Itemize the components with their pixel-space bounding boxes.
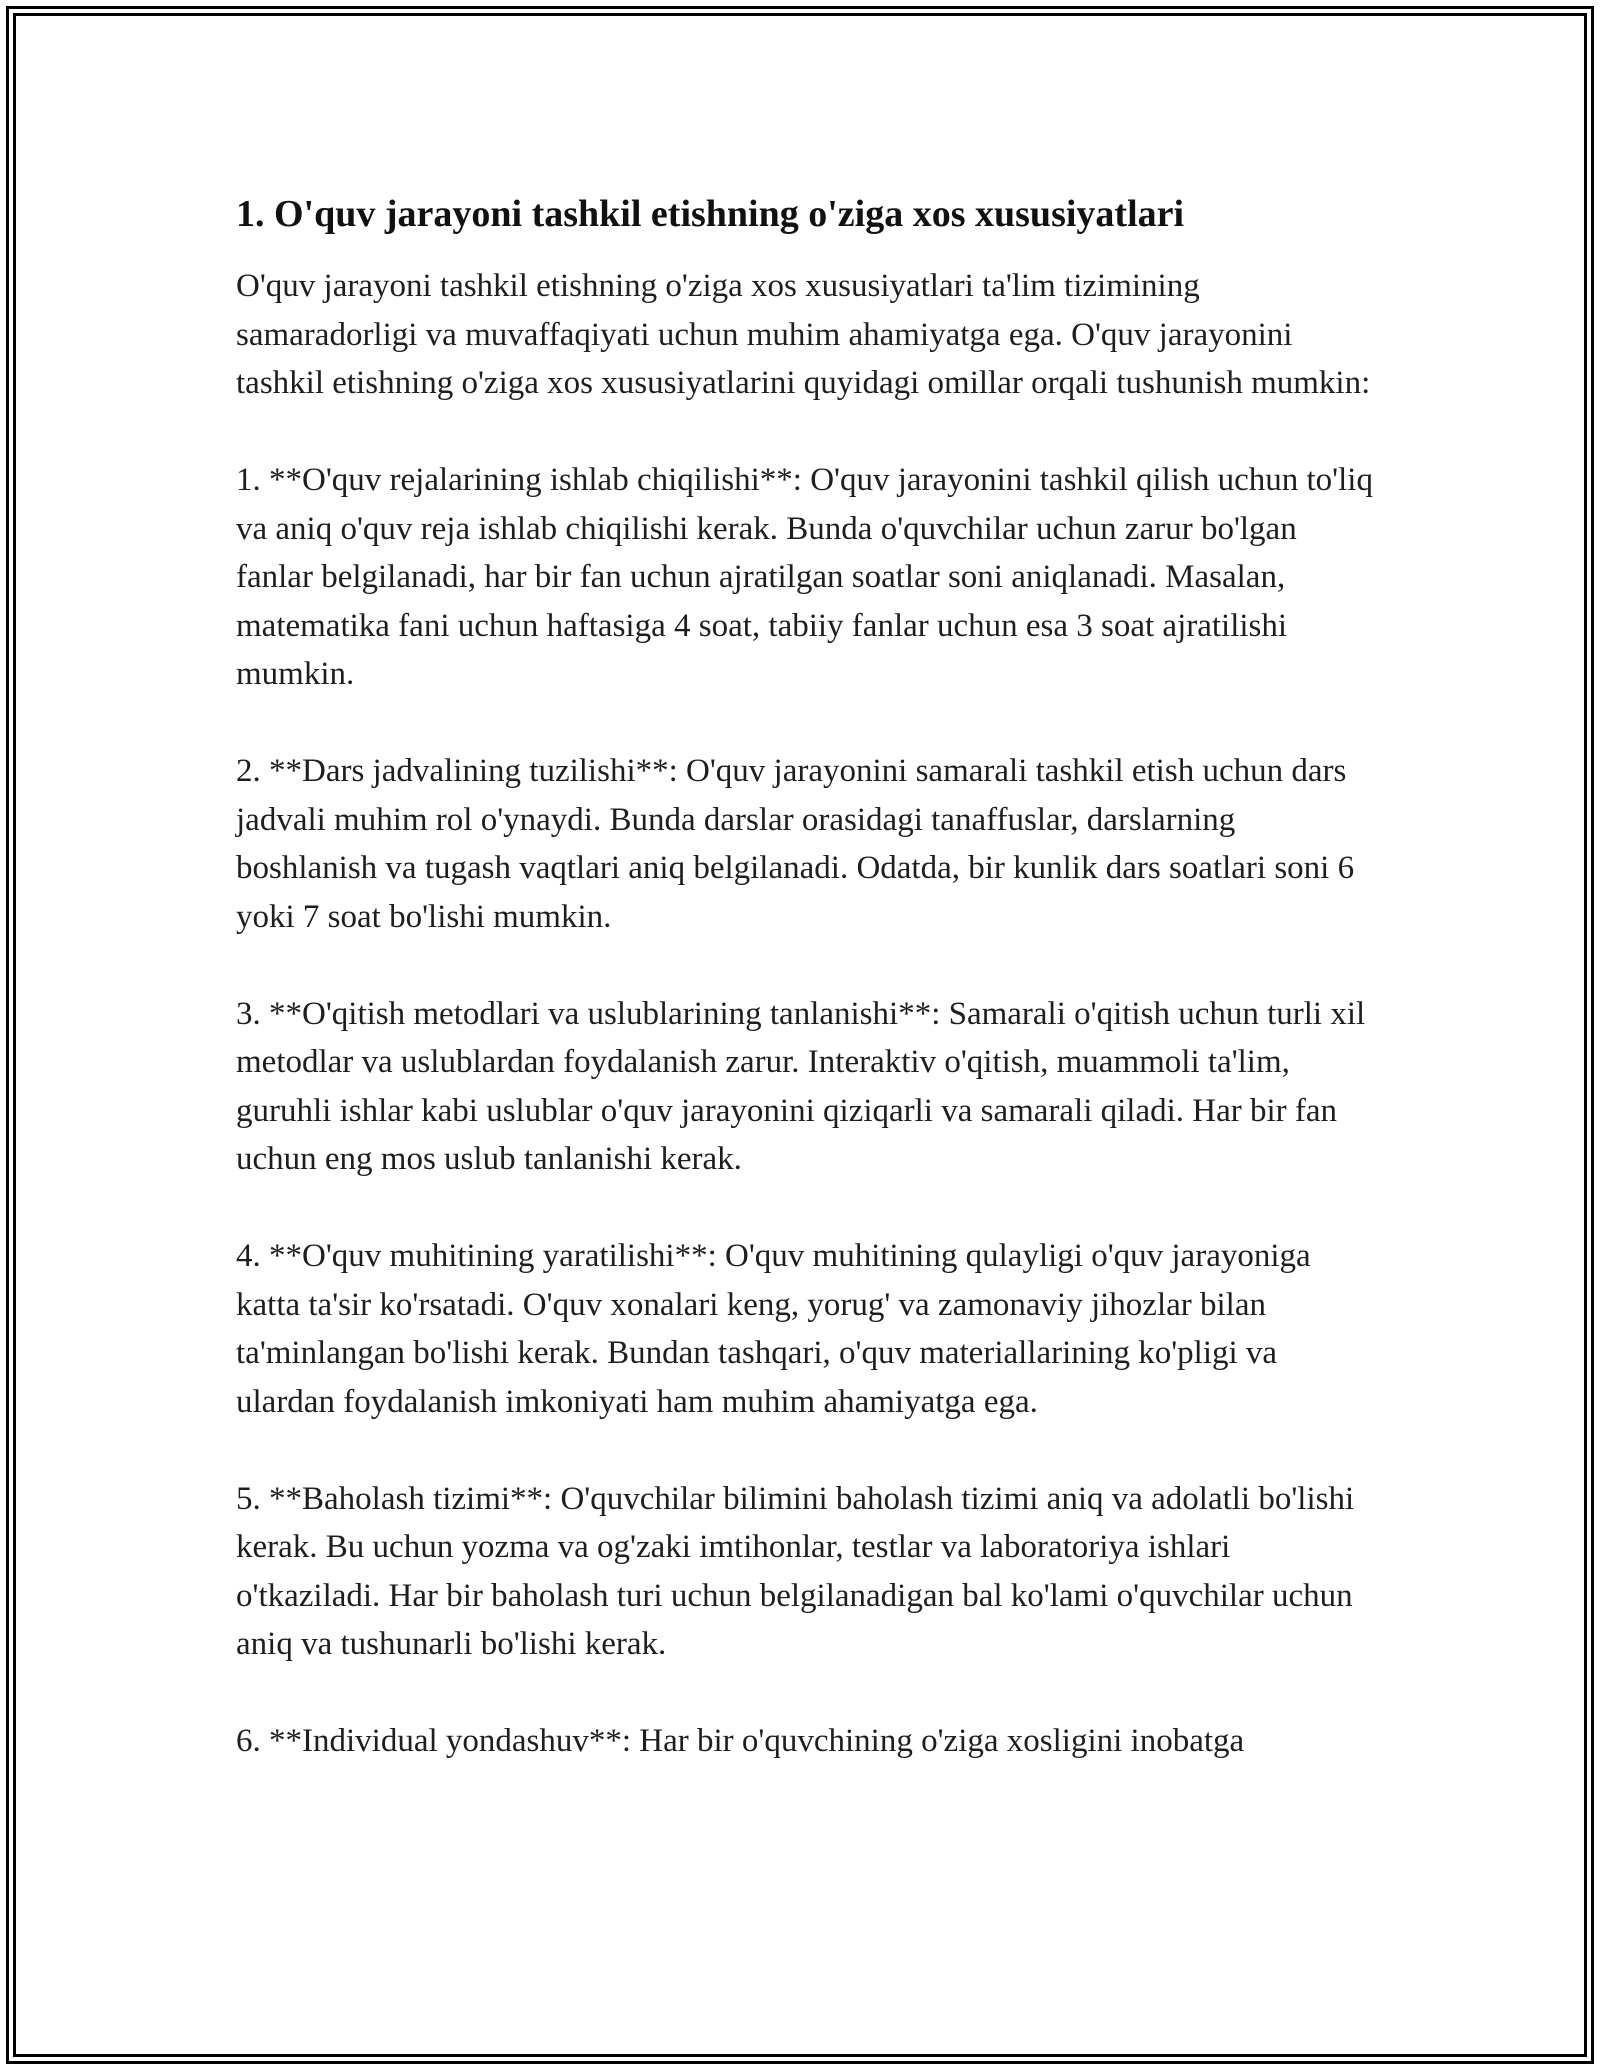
document-title: 1. O'quv jarayoni tashkil etishning o'ziga xos xususiyatlari	[236, 193, 1185, 235]
list-item-4: 4. **O'quv muhitining yaratilishi**: O'quv muhitining qulayligi o'quv jarayoniga katta ta'sir ko'rsatadi. O'quv xonalari keng, yorug' va zamonaviy jihozlar bilan ta'minlangan bo'lishi kerak. Bundan tashqari, o'quv materiallarining ko'pligi va ulardan foydalanish imkoniyati ham muhim ahamiyatga ega.	[236, 1238, 1311, 1420]
intro-paragraph: O'quv jarayoni tashkil etishning o'ziga xos xususiyatlari ta'lim tizimining samaradorligi va muvaffaqiyati uchun muhim ahamiyatga ega. O'quv jarayonini tashkil etishning o'ziga xos xususiyatlarini quyidagi omillar orqali tushunish mumkin:	[236, 268, 1371, 401]
document-page	[236, 190, 1376, 1814]
list-item-1: 1. **O'quv rejalarining ishlab chiqilishi**: O'quv jarayonini tashkil qilish uchun to'liq va aniq o'quv reja ishlab chiqilishi kerak. Bunda o'quvchilar uchun zarur bo'lgan fanlar belgilanadi, har bir fan uchun ajratilgan soatlar soni aniqlanadi. Masalan, matematika fani uchun haftasiga 4 soat, tabiiy fanlar uchun esa 3 soat ajratilishi mumkin.	[236, 462, 1373, 692]
list-item-2: 2. **Dars jadvalining tuzilishi**: O'quv jarayonini samarali tashkil etish uchun dars jadvali muhim rol o'ynaydi. Bunda darslar orasidagi tanaffuslar, darslarning boshlanish va tugash vaqtlari aniq belgilanadi. Odatda, bir kunlik dars soatlari soni 6 yoki 7 soat bo'lishi mumkin.	[236, 753, 1355, 935]
list-item-3: 3. **O'qitish metodlari va uslublarining tanlanishi**: Samarali o'qitish uchun turli xil metodlar va uslublardan foydalanish zarur. Interaktiv o'qitish, muammoli ta'lim, guruhli ishlar kabi uslublar o'quv jarayonini qiziqarli va samarali qiladi. Har bir fan uchun eng mos uslub tanlanishi kerak.	[236, 995, 1366, 1177]
list-item-5: 5. **Baholash tizimi**: O'quvchilar bilimini baholash tizimi aniq va adolatli bo'lishi kerak. Bu uchun yozma va og'zaki imtihonlar, testlar va laboratoriya ishlari o'tkaziladi. Har bir baholash turi uchun belgilanadigan bal ko'lami o'quvchilar uchun aniq va tushunarli bo'lishi kerak.	[236, 1480, 1355, 1662]
list-item-6: 6. **Individual yondashuv**: Har bir o'quvchining o'ziga xosligini inobatga	[236, 1723, 1245, 1759]
